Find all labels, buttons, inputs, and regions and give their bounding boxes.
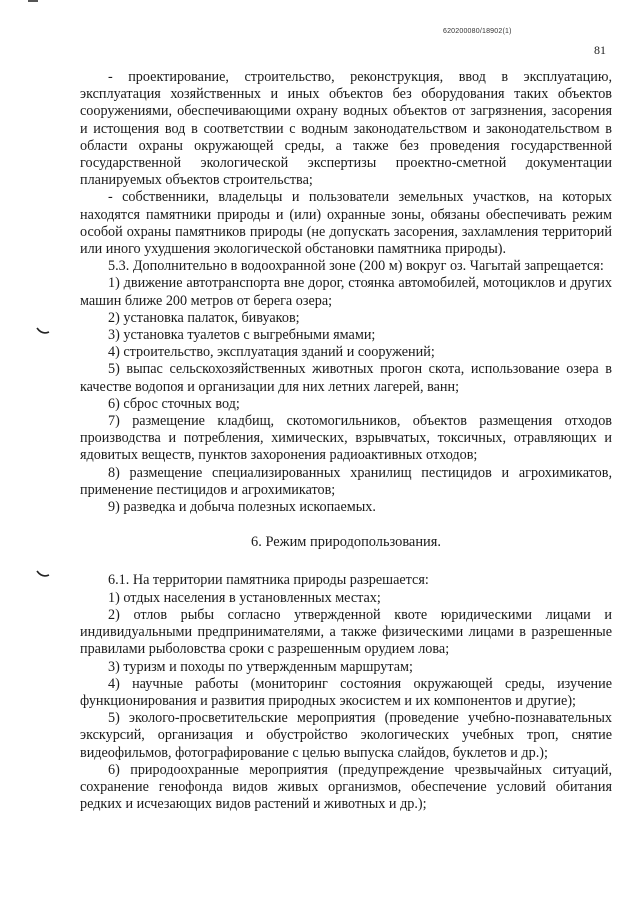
list-item: 8) размещение специализированных хранилищ пестицидов и агрохимикатов, применение пестицидов и агрохимикатов; (80, 464, 612, 498)
paragraph: 6.1. На территории памятника природы разрешается: (108, 572, 429, 589)
list-item: 3) установка туалетов с выгребными ямами; (108, 327, 376, 344)
list-item: 1) отдых населения в установленных местах; (108, 589, 381, 606)
list-item: 3) туризм и походы по утвержденным маршрутам; (108, 658, 413, 675)
section-title: 6. Режим природопользования. (251, 534, 441, 551)
scan-edge-mark (28, 0, 38, 2)
list-item: 7) размещение кладбищ, скотомогильников, объектов размещения отходов производства и потребления, химических, взрывчатых, токсичных, отравляющих и ядовитых веществ, пунктов захоронения радиоактивных отходов; (80, 413, 612, 464)
page-number: 81 (594, 43, 606, 57)
list-item: 5) эколого-просветительские мероприятия (проведение учебно-познавательных экскурсий, организация и обустройство экологических учебных троп, снятие видеофильмов, фотографирование с целью выпуска слайдов, буклетов и др.); (80, 710, 612, 761)
document-body (80, 69, 612, 813)
binder-mark-icon (36, 327, 50, 335)
list-item: 2) установка палаток, бивуаков; (108, 309, 300, 326)
list-item: 9) разведка и добыча полезных ископаемых. (108, 499, 376, 516)
paragraph: - проектирование, строительство, реконструкция, ввод в эксплуатацию, эксплуатация хозяйственных и иных объектов без оборудования таких объектов сооружениями, обеспечивающими охрану водных объектов от загрязнения, засорения и истощения вод в соответствии с водным законодательством и законодательством в области охраны окружающей среды, а также без проведения государственной государственной экологической экспертизы проектно-сметной документации планируемых объектов строительства; (80, 69, 612, 189)
paragraph: - собственники, владельцы и пользователи земельных участков, на которых находятся памятники природы и (или) охранные зоны, обязаны обеспечивать режим особой охраны памятников природы (не допускать засорения, захламления территорий или иного ухудшения экологической обстановки памятника природы). (80, 189, 612, 258)
list-item: 6) природоохранные мероприятия (предупреждение чрезвычайных ситуаций, сохранение генофонда видов живых организмов, обеспечение условий обитания редких и исчезающих видов растений и животных и др.); (80, 761, 612, 813)
list-item: 1) движение автотранспорта вне дорог, стоянка автомобилей, мотоциклов и других машин ближе 200 метров от берега озера; (80, 275, 612, 309)
list-item: 4) научные работы (мониторинг состояния окружающей среды, изучение функционирования и развития природных экосистем и их компонентов и другие); (80, 675, 612, 709)
list-item: 5) выпас сельскохозяйственных животных прогон скота, использование озера в качестве водопоя и организации для них летних лагерей, ванн; (80, 361, 612, 395)
paragraph: 5.3. Дополнительно в водоохранной зоне (200 м) вокруг оз. Чагытай запрещается: (108, 258, 604, 275)
binder-mark-icon (36, 570, 50, 578)
list-item: 2) отлов рыбы согласно утвержденной квоте юридическими лицами и индивидуальными предпринимателями, а также физическими лицами в разрешенные правилами рыболовства сроки с разрешенным орудием лова; (80, 606, 612, 658)
document-id: 620200080/18902(1) (443, 28, 512, 35)
list-item: 4) строительство, эксплуатация зданий и сооружений; (108, 344, 435, 361)
list-item: 6) сброс сточных вод; (108, 395, 240, 412)
